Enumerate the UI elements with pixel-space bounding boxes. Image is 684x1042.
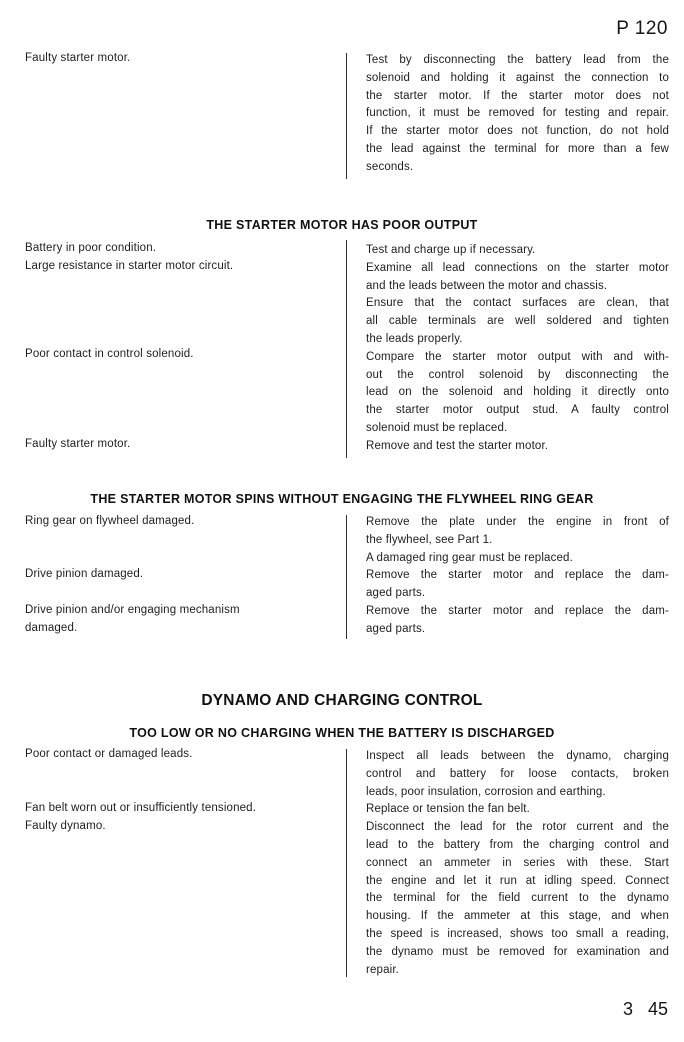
page-number: 3 45 — [622, 999, 668, 1019]
column-divider — [346, 240, 347, 458]
remedy-text: Inspect all leads between the dynamo, charging control and battery for loose contacts, broken leads, poor insulation, corrosion and earthing. Replace or tension the fan belt. Disconnect the lead for the rotor current and the lead to the battery from the charging control and connect an ammeter in series with these. Start the engine and let it run at idling speed. Connect the terminal for the field current to the dynamo housing. If the ammeter at this stage, and when the speed is increased, shows too small a reading, the dynamo must be removed for examination and repair. — [366, 750, 669, 976]
column-divider — [346, 53, 347, 179]
cause-text: Drive pinion damaged. — [25, 568, 144, 580]
page-header-model-code: P 120 — [616, 18, 668, 39]
remedy-text: Test by disconnecting the battery lead from the solenoid and holding it against the connection to the starter motor. If the starter motor does not function, it must be removed for testing and repair. If the starter motor does not function, do not hold the lead against the terminal for more than a few seconds. — [366, 54, 669, 173]
chapter-heading-dynamo: DYNAMO AND CHARGING CONTROL — [201, 692, 483, 709]
cause-text: Poor contact in control solenoid. — [25, 348, 194, 360]
cause-text: Poor contact or damaged leads. — [25, 748, 193, 760]
cause-text: Drive pinion and/or engaging mechanism damaged. — [25, 604, 240, 634]
cause-text: Ring gear on flywheel damaged. — [25, 515, 195, 527]
section-heading-too-low-charging: TOO LOW OR NO CHARGING WHEN THE BATTERY IS DISCHARGED — [129, 726, 555, 740]
cause-text: Battery in poor condition. Large resistance in starter motor circuit. — [25, 242, 234, 272]
remedy-text: Remove the plate under the engine in front of the flywheel, see Part 1. A damaged ring gear must be replaced. Remove the starter motor and replace the dam- aged parts. Remove the starter motor and replace the dam- aged parts. — [366, 516, 669, 635]
section-heading-poor-output: THE STARTER MOTOR HAS POOR OUTPUT — [206, 218, 478, 232]
cause-text: Fan belt worn out or insufficiently tensioned. Faulty dynamo. — [25, 802, 257, 832]
cause-text: Faulty starter motor. — [25, 52, 131, 64]
column-divider — [346, 749, 347, 977]
remedy-text: Test and charge up if necessary. Examine all lead connections on the starter motor and the leads between the motor and chassis. Ensure that the contact surfaces are clean, that all cable terminals are well soldered and tighten the leads properly. Compare the starter motor output with and with- out the control solenoid by disconnecting the lead on the solenoid and holding it directly onto the starter motor output stud. A faulty control solenoid must be replaced. Remove and test the starter motor. — [366, 244, 669, 452]
section-heading-ring-gear: THE STARTER MOTOR SPINS WITHOUT ENGAGING THE FLYWHEEL RING GEAR — [90, 492, 594, 506]
cause-text: Faulty starter motor. — [25, 438, 131, 450]
column-divider — [346, 515, 347, 639]
